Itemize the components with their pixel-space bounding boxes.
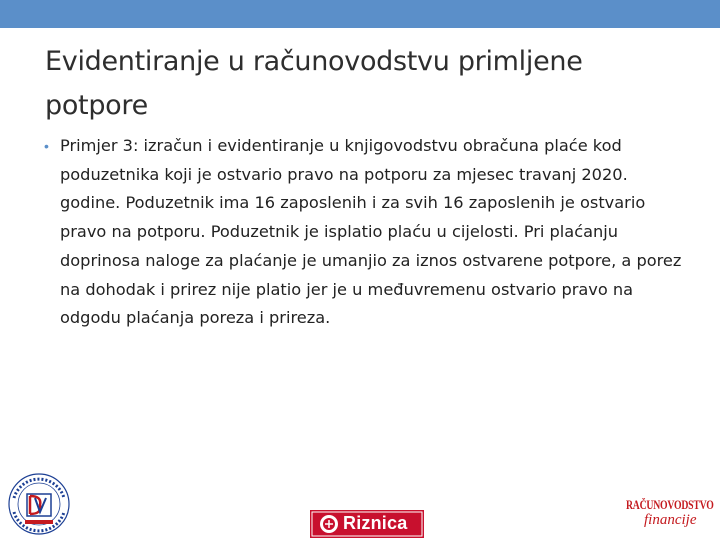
riznica-label: Riznica bbox=[343, 513, 408, 533]
right-logo-line2: financije bbox=[644, 512, 697, 528]
right-logo-line1: RAČUNOVODSTVO bbox=[626, 498, 714, 512]
riznica-logo bbox=[310, 510, 424, 538]
bullet-icon: • bbox=[44, 138, 49, 154]
bullet-item bbox=[44, 132, 684, 333]
racunovodstvo-financije-logo bbox=[626, 496, 720, 540]
slide-content bbox=[44, 132, 684, 333]
bullet-text: Primjer 3: izračun i evidentiranje u knjigovodstvu obračuna plaće kod poduzetnika koji je ostvario pravo na potporu za mjesec travanj 2020. godine. Poduzetnik ima 16 zaposlenih i za svih 16 zaposlenih je ostvario pravo na potporu. Poduzetnik je isplatio plaću u cijelosti. Pri plaćanju doprinosa naloge za plaćanje je umanjio za iznos ostvarene potpore, a porez na dohodak i prirez nije platio jer je u međuvremenu ostvario pravo na odgodu plaćanja poreza i prireza. bbox=[60, 136, 682, 328]
top-accent-bar bbox=[0, 0, 720, 28]
slide-title: Evidentiranje u računovodstvu primljene potpore bbox=[45, 46, 583, 121]
association-seal-logo bbox=[6, 468, 72, 538]
